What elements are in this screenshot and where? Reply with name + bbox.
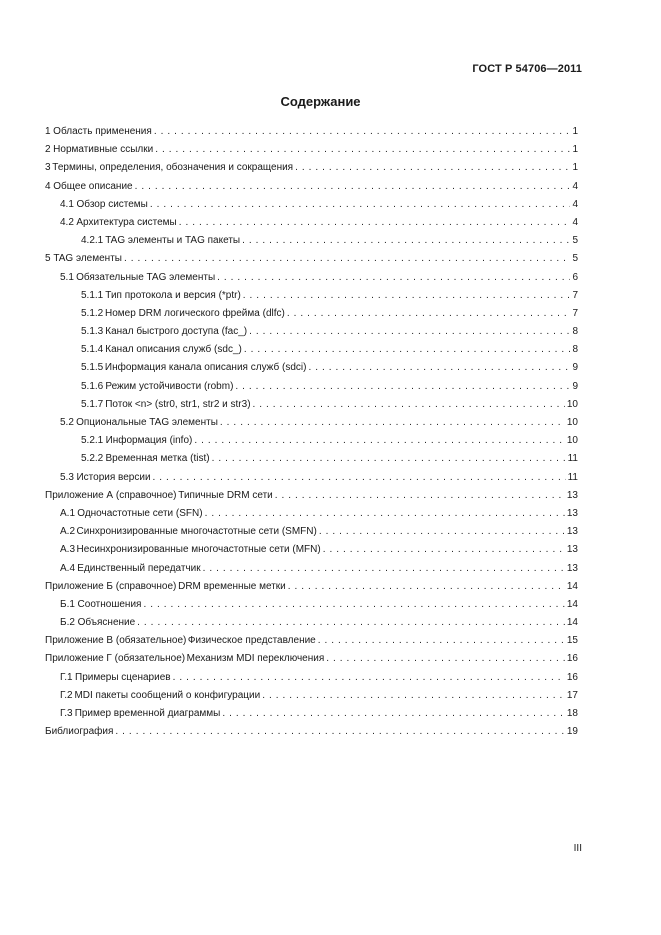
- toc-entry-leader: [143, 596, 564, 614]
- toc-entry-leader: [179, 214, 571, 232]
- toc-entry[interactable]: [45, 359, 578, 377]
- toc-entry-page: 9: [572, 362, 578, 374]
- toc-entry-title: Физическое представление: [187, 635, 316, 647]
- toc-entry-number: 4.2.1: [81, 235, 104, 247]
- toc-entry-number: 5.1.7: [81, 398, 104, 410]
- toc-entry-leader: [137, 614, 565, 632]
- toc-entry[interactable]: [45, 159, 578, 177]
- toc-entry-leader: [318, 632, 565, 650]
- standard-designation: ГОСТ Р 54706—2011: [472, 63, 582, 75]
- toc-entry[interactable]: [45, 614, 578, 632]
- page-number: III: [573, 843, 582, 854]
- toc-entry[interactable]: [45, 505, 578, 523]
- toc-entry-page: 17: [566, 689, 578, 701]
- toc-entry-number: А.1: [60, 507, 76, 519]
- toc-entry[interactable]: [45, 669, 578, 687]
- toc-entry-leader: [124, 250, 570, 268]
- toc-entry-page: 14: [566, 598, 578, 610]
- toc-entry-title: Единственный передатчик: [77, 562, 201, 574]
- toc-entry-title: DRM временные метки: [178, 580, 286, 592]
- toc-entry-title: Канал быстрого доступа (fac_): [105, 326, 248, 338]
- toc-entry[interactable]: [45, 487, 578, 505]
- toc-entry-page: 7: [572, 289, 578, 301]
- toc-entry-title: Информация канала описания служб (sdci): [104, 362, 307, 374]
- toc-entry-title: Архитектура системы: [76, 216, 177, 228]
- toc-entry-title: Объяснение: [77, 617, 136, 629]
- toc-entry-title: Несинхронизированные многочастотные сети (MFN): [76, 544, 321, 556]
- toc-entry-title: Библиография: [45, 726, 114, 738]
- toc-entry-number: 4.1: [60, 198, 74, 210]
- toc-entry-page: 8: [572, 326, 578, 338]
- toc-entry-number: 5.2.2: [81, 453, 104, 465]
- toc-entry-number: Г.1: [60, 671, 73, 683]
- toc-entry-number: 5.1.5: [81, 362, 104, 374]
- page-title: Содержание: [280, 94, 361, 109]
- toc-entry-page: 1: [572, 144, 578, 156]
- toc-entry-page: 13: [566, 526, 578, 538]
- toc-entry-page: 8: [572, 344, 578, 356]
- toc-entry-page: 13: [566, 544, 578, 556]
- toc-entry-page: 18: [566, 708, 578, 719]
- toc-entry-leader: [217, 269, 570, 287]
- toc-entry-leader: [308, 359, 570, 377]
- toc-entry-page: 14: [566, 580, 578, 592]
- toc-entry-leader: [319, 523, 565, 541]
- toc-entry-title: Пример временной диаграммы: [74, 708, 221, 719]
- toc-entry-title: Нормативные ссылки: [53, 144, 154, 156]
- toc-entry-title: Термины, определения, обозначения и сокращения: [52, 162, 294, 174]
- toc-entry-title: TAG элементы и TAG пакеты: [105, 235, 241, 247]
- toc-entry-leader: [235, 378, 570, 396]
- toc-entry-leader: [222, 705, 565, 723]
- toc-entry-page: 16: [566, 653, 578, 665]
- toc-entry[interactable]: [45, 432, 578, 450]
- toc-entry-page: 5: [572, 235, 578, 247]
- toc-entry[interactable]: [45, 305, 578, 323]
- toc-entry-page: 11: [567, 453, 578, 465]
- toc-entry-number: 5.2: [60, 417, 74, 428]
- toc-entry-page: 15: [566, 635, 578, 647]
- toc-entry-title: Обязательные TAG элементы: [76, 271, 216, 283]
- toc-entry-number: 5.1.4: [81, 344, 104, 356]
- toc-entry-title: Режим устойчивости (robm): [105, 380, 234, 392]
- toc-entry-page: 9: [572, 380, 578, 392]
- toc-entry[interactable]: [45, 560, 578, 578]
- table-of-contents: [45, 123, 578, 741]
- toc-entry-number: А.3: [60, 544, 76, 556]
- toc-entry[interactable]: [45, 596, 578, 614]
- toc-entry-title: Тип протокола и версия (*ptr): [105, 289, 241, 301]
- toc-entry-page: 4: [572, 198, 578, 210]
- toc-entry-page: 10: [566, 398, 578, 410]
- toc-entry-title: Поток <n> (str0, str1, str2 и str3): [105, 398, 251, 410]
- toc-entry-leader: [242, 232, 570, 250]
- toc-entry[interactable]: [45, 323, 578, 341]
- toc-entry[interactable]: [45, 214, 578, 232]
- toc-entry-number: Приложение Г (обязательное): [45, 653, 186, 665]
- toc-entry[interactable]: [45, 632, 578, 650]
- toc-entry[interactable]: [45, 396, 578, 414]
- toc-entry-title: Область применения: [53, 126, 152, 137]
- toc-entry-page: 7: [572, 307, 578, 319]
- toc-entry-number: А.2: [60, 526, 76, 538]
- toc-entry[interactable]: [45, 269, 578, 287]
- toc-entry-title: Обзор системы: [76, 198, 148, 210]
- toc-entry-title: Механизм MDI переключения: [186, 653, 325, 665]
- toc-entry-leader: [253, 396, 565, 414]
- toc-entry-leader: [150, 196, 571, 214]
- toc-entry-leader: [154, 123, 571, 141]
- toc-entry-leader: [194, 432, 565, 450]
- toc-entry-leader: [153, 469, 566, 487]
- toc-entry-number: Г.2: [60, 689, 73, 701]
- toc-entry-title: MDI пакеты сообщений о конфигурации: [74, 689, 261, 701]
- toc-entry-title: Опциональные TAG элементы: [76, 417, 218, 428]
- toc-entry-leader: [135, 178, 571, 196]
- toc-entry[interactable]: [45, 523, 578, 541]
- toc-entry-page: 1: [572, 126, 578, 137]
- toc-entry-page: 16: [566, 671, 578, 683]
- toc-entry[interactable]: [45, 250, 578, 268]
- toc-entry[interactable]: [45, 123, 578, 141]
- toc-entry-number: 2: [45, 144, 51, 156]
- toc-entry-number: Б.2: [60, 617, 75, 629]
- toc-entry-page: 5: [572, 253, 578, 265]
- toc-entry-page: 14: [566, 617, 578, 629]
- toc-entry-title: Соотношения: [77, 598, 142, 610]
- toc-entry-leader: [249, 323, 570, 341]
- toc-entry[interactable]: [45, 687, 578, 705]
- toc-entry-title: TAG элементы: [53, 253, 122, 265]
- toc-entry-leader: [244, 341, 571, 359]
- toc-entry-page: 19: [566, 726, 578, 738]
- toc-entry-number: Приложение А (справочное): [45, 489, 177, 501]
- toc-entry-leader: [288, 578, 565, 596]
- toc-entry-page: 1: [572, 162, 578, 174]
- toc-entry[interactable]: [45, 141, 578, 159]
- toc-entry-leader: [205, 505, 565, 523]
- toc-entry-number: Г.3: [60, 708, 73, 719]
- toc-entry-page: 4: [572, 216, 578, 228]
- toc-entry-number: Приложение Б (справочное): [45, 580, 177, 592]
- toc-entry-leader: [323, 541, 565, 559]
- toc-entry-title: Типичные DRM сети: [178, 489, 273, 501]
- toc-entry-number: 4.2: [60, 216, 74, 228]
- toc-entry-number: 5.1.2: [81, 307, 104, 319]
- toc-entry-page: 4: [572, 180, 578, 192]
- toc-entry-page: 13: [566, 562, 578, 574]
- toc-entry-number: 5.1.1: [81, 289, 104, 301]
- toc-entry-number: 5: [45, 253, 51, 265]
- toc-entry-page: 10: [566, 417, 578, 428]
- toc-entry-number: 5.1: [60, 271, 74, 283]
- toc-entry-leader: [220, 414, 565, 432]
- toc-entry-leader: [212, 450, 566, 468]
- toc-entry-page: 6: [572, 271, 578, 283]
- toc-entry[interactable]: [45, 723, 578, 741]
- toc-entry-number: 4: [45, 180, 51, 192]
- toc-entry[interactable]: [45, 541, 578, 559]
- toc-entry-leader: [203, 560, 565, 578]
- toc-entry-leader: [115, 723, 564, 741]
- toc-entry-number: А.4: [60, 562, 76, 574]
- toc-entry[interactable]: [45, 450, 578, 468]
- toc-entry[interactable]: [45, 414, 578, 432]
- toc-entry-title: Канал описания служб (sdc_): [105, 344, 242, 356]
- toc-entry[interactable]: [45, 469, 578, 487]
- toc-entry-number: 5.3: [60, 471, 74, 483]
- toc-entry-number: 3: [45, 162, 51, 174]
- toc-entry[interactable]: [45, 287, 578, 305]
- toc-entry-leader: [275, 487, 565, 505]
- toc-entry[interactable]: [45, 578, 578, 596]
- toc-entry-title: Одночастотные сети (SFN): [77, 507, 203, 519]
- toc-entry-leader: [243, 287, 571, 305]
- toc-entry-number: Б.1: [60, 598, 75, 610]
- toc-entry-title: Информация (info): [105, 435, 193, 447]
- toc-entry-leader: [173, 669, 565, 687]
- toc-entry[interactable]: [45, 341, 578, 359]
- toc-entry-number: 5.1.3: [81, 326, 104, 338]
- toc-entry-page: 13: [566, 507, 578, 519]
- toc-entry[interactable]: [45, 196, 578, 214]
- toc-entry-page: 13: [566, 489, 578, 501]
- toc-entry-title: Синхронизированные многочастотные сети (SMFN): [76, 526, 317, 538]
- toc-entry-leader: [326, 650, 565, 668]
- toc-entry[interactable]: [45, 650, 578, 668]
- toc-entry[interactable]: [45, 705, 578, 723]
- toc-entry-leader: [295, 159, 570, 177]
- toc-entry-title: История версии: [76, 471, 151, 483]
- toc-entry[interactable]: [45, 178, 578, 196]
- toc-entry-number: 5.2.1: [81, 435, 104, 447]
- toc-entry[interactable]: [45, 378, 578, 396]
- toc-entry-number: 5.1.6: [81, 380, 104, 392]
- toc-entry-page: 10: [566, 435, 578, 447]
- toc-entry-number: Приложение В (обязательное): [45, 635, 187, 647]
- toc-entry-title: Временная метка (tist): [105, 453, 210, 465]
- toc-entry-title: Примеры сценариев: [75, 671, 171, 683]
- toc-entry-title: Номер DRM логического фрейма (dlfc): [105, 307, 285, 319]
- toc-entry-leader: [155, 141, 570, 159]
- toc-entry-leader: [287, 305, 571, 323]
- toc-entry-number: 1: [45, 126, 51, 137]
- toc-entry-page: 11: [567, 471, 578, 483]
- toc-entry[interactable]: [45, 232, 578, 250]
- toc-entry-title: Общее описание: [53, 180, 133, 192]
- toc-entry-leader: [262, 687, 565, 705]
